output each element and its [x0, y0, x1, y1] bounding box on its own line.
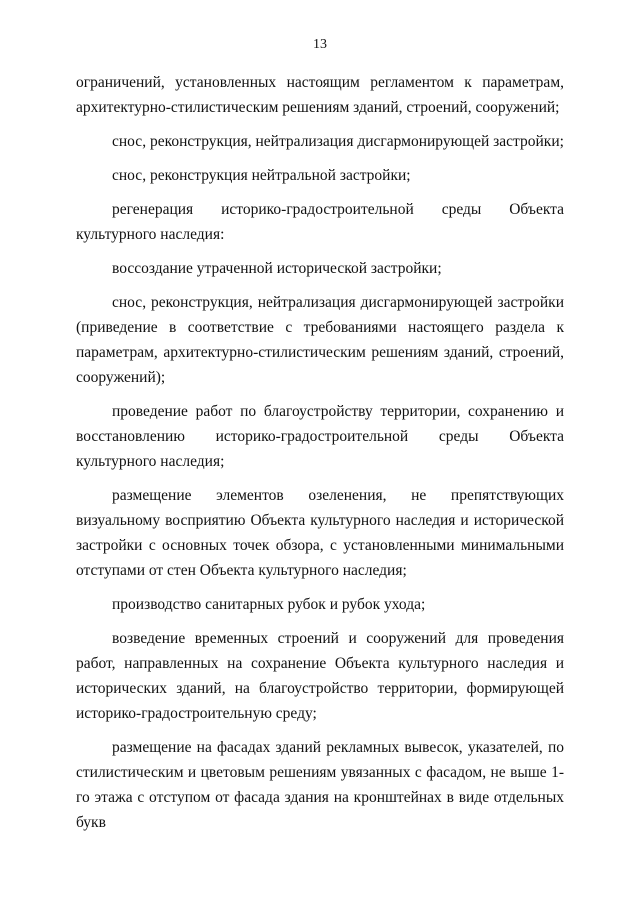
paragraph: регенерация историко-градостроительной среды Объекта культурного наследия:	[76, 201, 564, 243]
paragraph: ограничений, установленных настоящим регламентом к параметрам, архитектурно-стилистическим решениям зданий, строений, сооружений;	[76, 74, 564, 116]
paragraph: производство санитарных рубок и рубок ухода;	[112, 596, 426, 613]
paragraph: воссоздание утраченной исторической застройки;	[112, 260, 442, 277]
document-body	[76, 70, 564, 844]
paragraph: размещение на фасадах зданий рекламных вывесок, указателей, по стилистическим и цветовым решениям увязанных с фасадом, не выше 1-го этажа с отступом от фасада здания на кронштейнах в виде отдельных букв	[76, 739, 564, 831]
paragraph: возведение временных строений и сооружений для проведения работ, направленных на сохранение Объекта культурного наследия и исторических зданий, на благоустройство территории, формирующей историко-градостроительную среду;	[76, 630, 564, 722]
paragraph: снос, реконструкция, нейтрализация дисгармонирующей застройки (приведение в соответствие с требованиями настоящего раздела к параметрам, архитектурно-стилистическим решениям зданий, строений, сооружений);	[76, 294, 564, 386]
page-number: 13	[313, 37, 327, 52]
paragraph: снос, реконструкция, нейтрализация дисгармонирующей застройки;	[112, 133, 564, 150]
paragraph: проведение работ по благоустройству территории, сохранению и восстановлению историко-градостроительной среды Объекта культурного наследия;	[76, 403, 564, 470]
paragraph: снос, реконструкция нейтральной застройки;	[112, 167, 411, 184]
paragraph: размещение элементов озеленения, не препятствующих визуальному восприятию Объекта культурного наследия и исторической застройки с основных точек обзора, с установленными минимальными отступами от стен Объекта культурного наследия;	[76, 487, 564, 579]
